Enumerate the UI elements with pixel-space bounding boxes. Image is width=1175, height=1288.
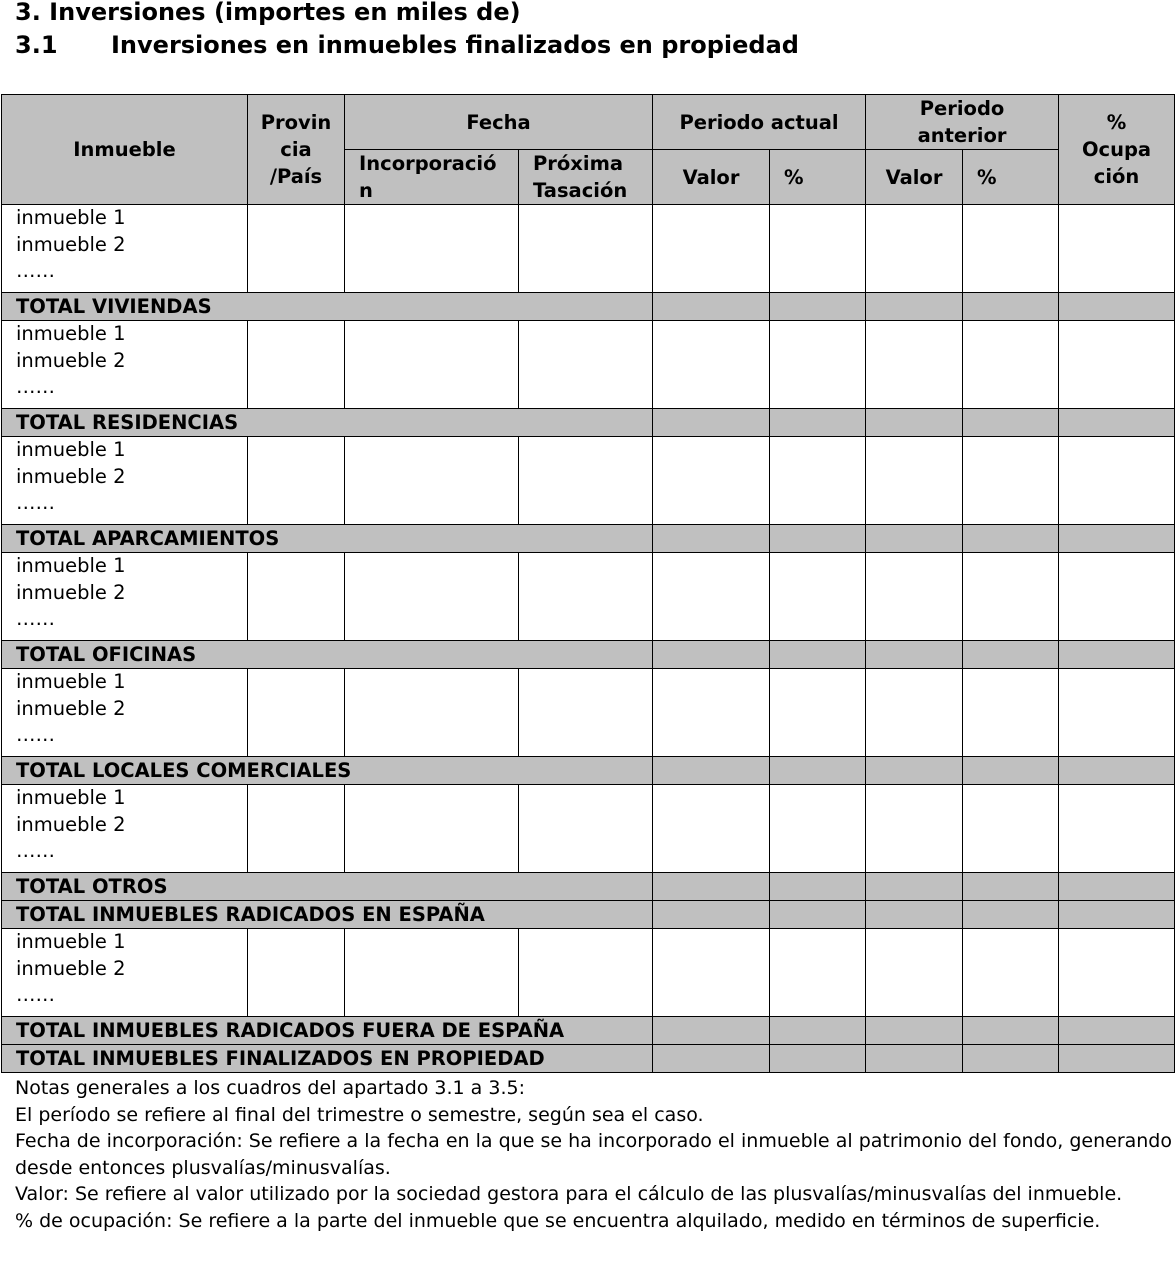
inmueble-name: …… (16, 723, 55, 746)
total-cell (866, 293, 963, 321)
inmueble-names (2, 437, 248, 525)
inmueble-name: inmueble 1 (16, 322, 126, 345)
empty-cell (963, 785, 1059, 873)
inmueble-data-row (2, 929, 1175, 1017)
total-row (2, 1017, 1175, 1045)
total-label: TOTAL INMUEBLES RADICADOS FUERA DE ESPAÑA (2, 1017, 653, 1045)
inmueble-name: …… (16, 607, 55, 630)
inmueble-data-row (2, 553, 1175, 641)
header-incorporacion: Incorporació n (345, 150, 519, 205)
inmueble-name: inmueble 1 (16, 786, 126, 809)
subsection-title: Inversiones en inmuebles finalizados en propiedad (111, 31, 799, 59)
empty-cell (519, 669, 653, 757)
total-cell (770, 409, 866, 437)
empty-cell (248, 785, 345, 873)
note-line: Valor: Se refiere al valor utilizado por la sociedad gestora para el cálculo de las plusvalías/minusvalías del inmueble. (15, 1183, 1123, 1205)
inmueble-names (2, 669, 248, 757)
total-cell (1059, 873, 1175, 901)
total-cell (1059, 641, 1175, 669)
total-cell (866, 757, 963, 785)
total-cell (653, 1017, 770, 1045)
empty-cell (345, 785, 519, 873)
empty-cell (519, 205, 653, 293)
header-ocupacion: % Ocupa ción (1059, 95, 1175, 205)
total-cell (866, 873, 963, 901)
empty-cell (866, 205, 963, 293)
total-cell (653, 1045, 770, 1073)
total-cell (653, 641, 770, 669)
empty-cell (653, 553, 770, 641)
header-provincia: Provin cia /País (248, 95, 345, 205)
header-pct-actual: % (770, 150, 866, 205)
total-label: TOTAL VIVIENDAS (2, 293, 653, 321)
empty-cell (770, 321, 866, 409)
total-cell (866, 1017, 963, 1045)
empty-cell (519, 553, 653, 641)
empty-cell (963, 437, 1059, 525)
total-cell (770, 1017, 866, 1045)
empty-cell (866, 785, 963, 873)
total-label: TOTAL OFICINAS (2, 641, 653, 669)
inmueble-name: inmueble 2 (16, 696, 126, 720)
general-notes (15, 1075, 1172, 1234)
inmueble-name: inmueble 2 (16, 580, 126, 604)
total-cell (1059, 1017, 1175, 1045)
total-cell (963, 1017, 1059, 1045)
empty-cell (345, 321, 519, 409)
empty-cell (345, 437, 519, 525)
total-cell (770, 641, 866, 669)
inmueble-data-row (2, 785, 1175, 873)
header-inmueble: Inmueble (2, 95, 248, 205)
empty-cell (866, 321, 963, 409)
header-valor-actual: Valor (653, 150, 770, 205)
inmueble-data-row (2, 437, 1175, 525)
inmueble-data-row (2, 205, 1175, 293)
note-line: % de ocupación: Se refiere a la parte del inmueble que se encuentra alquilado, medido en términos de superficie. (15, 1209, 1101, 1232)
total-cell (1059, 409, 1175, 437)
empty-cell (519, 321, 653, 409)
empty-cell (770, 553, 866, 641)
empty-cell (1059, 669, 1175, 757)
inmueble-name: …… (16, 491, 55, 514)
empty-cell (1059, 785, 1175, 873)
empty-cell (770, 669, 866, 757)
empty-cell (963, 205, 1059, 293)
inmueble-name: inmueble 1 (16, 438, 126, 461)
note-line: Fecha de incorporación: Se refiere a la fecha en la que se ha incorporado el inmueble al patrimonio del fondo, generando desde entonces plusvalías/minusvalías. (15, 1130, 1172, 1179)
empty-cell (345, 205, 519, 293)
empty-cell (866, 437, 963, 525)
inmueble-name: inmueble 1 (16, 930, 126, 953)
total-label: TOTAL LOCALES COMERCIALES (2, 757, 653, 785)
empty-cell (653, 669, 770, 757)
total-cell (653, 293, 770, 321)
total-cell (963, 525, 1059, 553)
section-heading: 3. Inversiones (importes en miles de) (15, 0, 521, 26)
empty-cell (653, 205, 770, 293)
inmueble-name: …… (16, 983, 55, 1006)
total-cell (1059, 901, 1175, 929)
empty-cell (963, 669, 1059, 757)
header-periodo-anterior: Periodo anterior (866, 95, 1059, 150)
inmueble-name: inmueble 1 (16, 554, 126, 577)
inmueble-name: inmueble 2 (16, 812, 126, 836)
empty-cell (866, 669, 963, 757)
empty-cell (248, 929, 345, 1017)
empty-cell (653, 437, 770, 525)
total-row (2, 293, 1175, 321)
inmueble-names (2, 321, 248, 409)
inmueble-name: …… (16, 259, 55, 282)
investments-table (1, 94, 1175, 1073)
header-valor-anterior: Valor (866, 150, 963, 205)
inmueble-name: inmueble 1 (16, 670, 126, 693)
total-row (2, 873, 1175, 901)
empty-cell (345, 929, 519, 1017)
inmueble-names (2, 785, 248, 873)
empty-cell (963, 553, 1059, 641)
empty-cell (866, 929, 963, 1017)
total-row (2, 525, 1175, 553)
header-pct-anterior: % (963, 150, 1059, 205)
total-cell (866, 409, 963, 437)
total-cell (963, 641, 1059, 669)
total-cell (1059, 757, 1175, 785)
inmueble-name: inmueble 2 (16, 348, 126, 372)
empty-cell (248, 321, 345, 409)
total-row (2, 641, 1175, 669)
empty-cell (1059, 553, 1175, 641)
header-fecha: Fecha (345, 95, 653, 150)
empty-cell (345, 553, 519, 641)
empty-cell (248, 669, 345, 757)
total-cell (770, 1045, 866, 1073)
total-cell (963, 409, 1059, 437)
total-cell (963, 1045, 1059, 1073)
inmueble-name: inmueble 2 (16, 464, 126, 488)
total-cell (653, 525, 770, 553)
empty-cell (519, 437, 653, 525)
empty-cell (770, 205, 866, 293)
empty-cell (519, 929, 653, 1017)
inmueble-name: …… (16, 839, 55, 862)
total-cell (770, 873, 866, 901)
total-label: TOTAL APARCAMIENTOS (2, 525, 653, 553)
total-cell (866, 525, 963, 553)
inmueble-names (2, 553, 248, 641)
total-row (2, 1045, 1175, 1073)
total-cell (963, 293, 1059, 321)
total-cell (866, 641, 963, 669)
total-cell (770, 757, 866, 785)
inmueble-name: inmueble 1 (16, 206, 126, 229)
empty-cell (963, 929, 1059, 1017)
total-cell (1059, 1045, 1175, 1073)
total-label: TOTAL RESIDENCIAS (2, 409, 653, 437)
empty-cell (1059, 929, 1175, 1017)
total-label: TOTAL INMUEBLES FINALIZADOS EN PROPIEDAD (2, 1045, 653, 1073)
empty-cell (770, 785, 866, 873)
total-cell (770, 293, 866, 321)
total-cell (963, 757, 1059, 785)
empty-cell (248, 205, 345, 293)
empty-cell (519, 785, 653, 873)
total-cell (653, 873, 770, 901)
total-row (2, 409, 1175, 437)
empty-cell (866, 553, 963, 641)
total-cell (1059, 293, 1175, 321)
note-line: Notas generales a los cuadros del apartado 3.1 a 3.5: (15, 1077, 525, 1099)
subsection-number: 3.1 (15, 31, 58, 59)
empty-cell (345, 669, 519, 757)
empty-cell (963, 321, 1059, 409)
empty-cell (770, 929, 866, 1017)
inmueble-name: inmueble 2 (16, 232, 126, 256)
note-line: El período se refiere al final del trimestre o semestre, según sea el caso. (15, 1103, 704, 1126)
subsection-heading (15, 30, 799, 60)
empty-cell (653, 321, 770, 409)
inmueble-data-row (2, 669, 1175, 757)
total-cell (653, 901, 770, 929)
total-row (2, 757, 1175, 785)
empty-cell (1059, 437, 1175, 525)
inmueble-name: …… (16, 375, 55, 398)
total-cell (963, 901, 1059, 929)
empty-cell (248, 553, 345, 641)
header-periodo-actual: Periodo actual (653, 95, 866, 150)
total-cell (1059, 525, 1175, 553)
total-cell (866, 1045, 963, 1073)
total-cell (770, 901, 866, 929)
total-cell (866, 901, 963, 929)
inmueble-data-row (2, 321, 1175, 409)
empty-cell (770, 437, 866, 525)
empty-cell (1059, 321, 1175, 409)
total-cell (653, 757, 770, 785)
total-cell (653, 409, 770, 437)
empty-cell (653, 785, 770, 873)
total-label: TOTAL OTROS (2, 873, 653, 901)
empty-cell (1059, 205, 1175, 293)
inmueble-names (2, 205, 248, 293)
empty-cell (248, 437, 345, 525)
inmueble-name: inmueble 2 (16, 956, 126, 980)
total-cell (770, 525, 866, 553)
total-cell (963, 873, 1059, 901)
inmueble-names (2, 929, 248, 1017)
total-label: TOTAL INMUEBLES RADICADOS EN ESPAÑA (2, 901, 653, 929)
total-row (2, 901, 1175, 929)
header-proxima-tasacion: Próxima Tasación (519, 150, 653, 205)
empty-cell (653, 929, 770, 1017)
